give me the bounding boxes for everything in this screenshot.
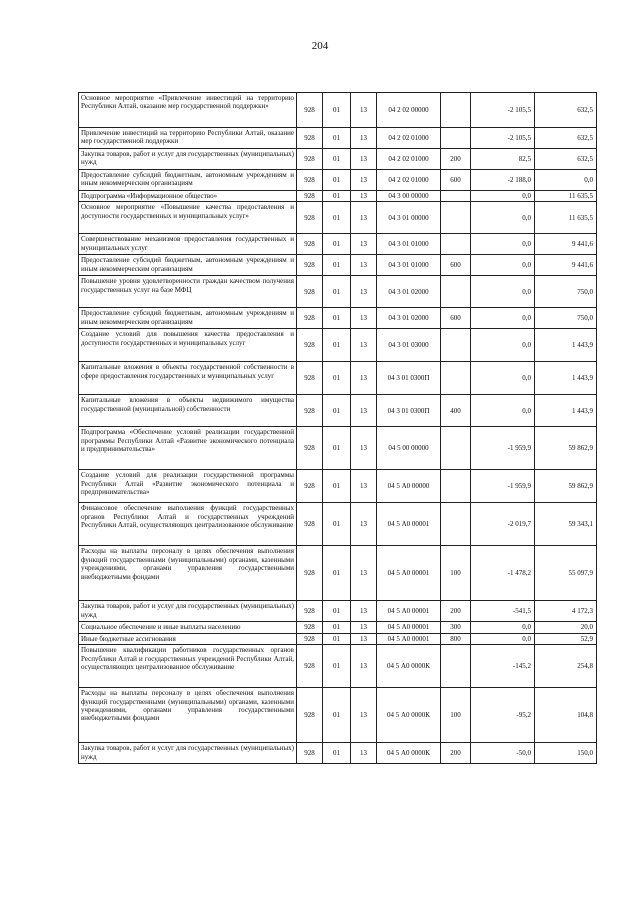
row-expense-type: 800 (441, 633, 471, 644)
row-section-code: 01 (323, 329, 351, 362)
row-section-code: 01 (323, 743, 351, 764)
row-name: Закупка товаров, работ и услуг для государственных (муниципальных) нужд (79, 601, 297, 622)
row-change-amount: -1 959,9 (471, 427, 535, 470)
row-total-amount: 750,0 (535, 308, 597, 329)
row-gr-code: 928 (297, 362, 323, 395)
row-gr-code: 928 (297, 93, 323, 128)
row-change-amount: 0,0 (471, 255, 535, 276)
row-expense-type (441, 503, 471, 546)
row-gr-code: 928 (297, 149, 323, 170)
row-expense-type (441, 470, 471, 503)
row-name: Предоставление субсидий бюджетным, автономным учреждениям и иным некоммерческим организациям (79, 308, 297, 329)
row-subsection-code: 13 (351, 633, 377, 644)
table-row (79, 308, 597, 329)
row-subsection-code: 13 (351, 395, 377, 427)
row-target-article: 04 3 01 03000 (377, 329, 441, 362)
row-gr-code: 928 (297, 308, 323, 329)
row-target-article: 04 5 А0 00001 (377, 601, 441, 622)
row-target-article: 04 5 А0 0000К (377, 688, 441, 743)
row-total-amount: 254,8 (535, 645, 597, 688)
row-expense-type: 200 (441, 149, 471, 170)
row-section-code: 01 (323, 633, 351, 644)
row-total-amount: 1 443,9 (535, 395, 597, 427)
row-change-amount: -145,2 (471, 645, 535, 688)
row-gr-code: 928 (297, 276, 323, 308)
row-expense-type (441, 427, 471, 470)
table-row (79, 546, 597, 601)
row-subsection-code: 13 (351, 308, 377, 329)
row-target-article: 04 3 01 0300П (377, 362, 441, 395)
table-row (79, 202, 597, 234)
row-expense-type (441, 329, 471, 362)
row-subsection-code: 13 (351, 503, 377, 546)
row-total-amount: 632,5 (535, 149, 597, 170)
row-expense-type: 200 (441, 601, 471, 622)
row-subsection-code: 13 (351, 622, 377, 633)
row-section-code: 01 (323, 546, 351, 601)
row-subsection-code: 13 (351, 170, 377, 191)
row-total-amount: 59 343,1 (535, 503, 597, 546)
row-target-article: 04 3 01 02000 (377, 308, 441, 329)
budget-table (78, 92, 597, 764)
table-row (79, 503, 597, 546)
row-change-amount: 0,0 (471, 234, 535, 255)
row-name: Повышение уровня удовлетворенности граждан качеством получения государственных услуг на базе МФЦ (79, 276, 297, 308)
row-change-amount: -2 105,5 (471, 128, 535, 149)
row-subsection-code: 13 (351, 743, 377, 764)
row-total-amount: 11 635,5 (535, 191, 597, 202)
row-gr-code: 928 (297, 255, 323, 276)
row-total-amount: 52,9 (535, 633, 597, 644)
row-change-amount: 0,0 (471, 329, 535, 362)
row-target-article: 04 2 02 01000 (377, 128, 441, 149)
row-section-code: 01 (323, 170, 351, 191)
row-total-amount: 150,0 (535, 743, 597, 764)
row-target-article: 04 3 01 0300П (377, 395, 441, 427)
row-section-code: 01 (323, 202, 351, 234)
table-row (79, 743, 597, 764)
row-target-article: 04 3 00 00000 (377, 191, 441, 202)
row-total-amount: 632,5 (535, 93, 597, 128)
row-name: Совершенствование механизмов предоставления государственных и муниципальных услуг (79, 234, 297, 255)
table-row (79, 601, 597, 622)
row-change-amount: 0,0 (471, 276, 535, 308)
row-name: Повышение квалификации работников государственных органов Республики Алтай и государственных учреждений Республики Алтай, осуществляющих централизованное обслуживание (79, 645, 297, 688)
row-name: Расходы на выплаты персоналу в целях обеспечения выполнения функций государственными (муниципальными) органами, казенными учреждениями, органами управления государственными внебюджетными фондами (79, 546, 297, 601)
row-change-amount: 0,0 (471, 191, 535, 202)
row-total-amount: 59 862,9 (535, 470, 597, 503)
row-section-code: 01 (323, 503, 351, 546)
row-expense-type (441, 202, 471, 234)
row-name: Расходы на выплаты персоналу в целях обеспечения выполнения функций государственными (муниципальными) органами, казенными учреждениями, органами управления государственными внебюджетными фондами (79, 688, 297, 743)
table-row (79, 93, 597, 128)
row-section-code: 01 (323, 470, 351, 503)
row-target-article: 04 5 А0 00001 (377, 633, 441, 644)
row-subsection-code: 13 (351, 546, 377, 601)
row-change-amount: -1 478,2 (471, 546, 535, 601)
row-gr-code: 928 (297, 688, 323, 743)
row-total-amount: 104,8 (535, 688, 597, 743)
row-expense-type: 100 (441, 546, 471, 601)
row-change-amount: 0,0 (471, 362, 535, 395)
row-gr-code: 928 (297, 395, 323, 427)
row-expense-type: 600 (441, 255, 471, 276)
row-total-amount: 750,0 (535, 276, 597, 308)
row-expense-type: 600 (441, 308, 471, 329)
row-expense-type: 100 (441, 688, 471, 743)
row-subsection-code: 13 (351, 601, 377, 622)
table-row (79, 234, 597, 255)
row-total-amount: 9 441,6 (535, 255, 597, 276)
row-section-code: 01 (323, 688, 351, 743)
row-subsection-code: 13 (351, 93, 377, 128)
row-target-article: 04 3 01 02000 (377, 276, 441, 308)
table-row (79, 191, 597, 202)
table-row (79, 688, 597, 743)
row-section-code: 01 (323, 308, 351, 329)
row-change-amount: 82,5 (471, 149, 535, 170)
row-target-article: 04 2 02 00000 (377, 93, 441, 128)
row-change-amount: 0,0 (471, 633, 535, 644)
row-total-amount: 11 635,5 (535, 202, 597, 234)
row-section-code: 01 (323, 234, 351, 255)
row-name: Закупка товаров, работ и услуг для государственных (муниципальных) нужд (79, 743, 297, 764)
row-name: Предоставление субсидий бюджетным, автономным учреждениям и иным некоммерческим организациям (79, 255, 297, 276)
row-expense-type: 400 (441, 395, 471, 427)
row-gr-code: 928 (297, 329, 323, 362)
table-row (79, 470, 597, 503)
row-section-code: 01 (323, 601, 351, 622)
row-section-code: 01 (323, 93, 351, 128)
row-gr-code: 928 (297, 191, 323, 202)
table-row (79, 633, 597, 644)
row-subsection-code: 13 (351, 202, 377, 234)
row-expense-type (441, 234, 471, 255)
table-row (79, 255, 597, 276)
row-expense-type: 600 (441, 170, 471, 191)
row-section-code: 01 (323, 191, 351, 202)
row-change-amount: 0,0 (471, 622, 535, 633)
row-name: Иные бюджетные ассигнования (79, 633, 297, 644)
row-target-article: 04 5 А0 00001 (377, 503, 441, 546)
row-change-amount: -541,5 (471, 601, 535, 622)
row-target-article: 04 2 02 01000 (377, 170, 441, 191)
row-section-code: 01 (323, 149, 351, 170)
row-change-amount: 0,0 (471, 202, 535, 234)
row-target-article: 04 2 02 01000 (377, 149, 441, 170)
row-name: Подпрограмма «Информационное общество» (79, 191, 297, 202)
row-total-amount: 59 862,9 (535, 427, 597, 470)
row-gr-code: 928 (297, 633, 323, 644)
row-gr-code: 928 (297, 234, 323, 255)
row-expense-type: 200 (441, 743, 471, 764)
row-expense-type (441, 128, 471, 149)
row-total-amount: 0,0 (535, 170, 597, 191)
row-subsection-code: 13 (351, 688, 377, 743)
row-section-code: 01 (323, 645, 351, 688)
table-row (79, 427, 597, 470)
row-expense-type (441, 93, 471, 128)
table-row (79, 645, 597, 688)
row-gr-code: 928 (297, 427, 323, 470)
table-row (79, 170, 597, 191)
row-name: Капитальные вложения в объекты государственной собственности в сфере предоставления государственных и муниципальных услуг (79, 362, 297, 395)
row-change-amount: -2 105,5 (471, 93, 535, 128)
row-total-amount: 20,0 (535, 622, 597, 633)
row-gr-code: 928 (297, 503, 323, 546)
row-name: Финансовое обеспечение выполнения функций государственных органов Республики Алтай и государственных учреждений Республики Алтай, осуществляющих централизованное обслуживание (79, 503, 297, 546)
row-section-code: 01 (323, 362, 351, 395)
row-target-article: 04 5 А0 00000 (377, 470, 441, 503)
row-gr-code: 928 (297, 743, 323, 764)
row-gr-code: 928 (297, 202, 323, 234)
table-row (79, 622, 597, 633)
row-change-amount: 0,0 (471, 308, 535, 329)
row-expense-type (441, 276, 471, 308)
row-target-article: 04 5 А0 00001 (377, 622, 441, 633)
row-name: Социальное обеспечение и иные выплаты населению (79, 622, 297, 633)
row-name: Создание условий для реализации государственной программы Республики Алтай «Развитие экономического потенциала и предпринимательства» (79, 470, 297, 503)
row-gr-code: 928 (297, 622, 323, 633)
row-expense-type: 300 (441, 622, 471, 633)
row-change-amount: 0,0 (471, 395, 535, 427)
row-name: Основное мероприятие «Повышение качества предоставления и доступности государственных и муниципальных услуг» (79, 202, 297, 234)
row-target-article: 04 5 А0 0000К (377, 645, 441, 688)
row-expense-type (441, 191, 471, 202)
table-row (79, 362, 597, 395)
row-total-amount: 55 097,9 (535, 546, 597, 601)
row-target-article: 04 5 00 00000 (377, 427, 441, 470)
table-row (79, 276, 597, 308)
row-target-article: 04 3 01 00000 (377, 202, 441, 234)
row-section-code: 01 (323, 395, 351, 427)
row-change-amount: -2 019,7 (471, 503, 535, 546)
row-target-article: 04 5 А0 0000К (377, 743, 441, 764)
row-total-amount: 4 172,3 (535, 601, 597, 622)
row-section-code: 01 (323, 276, 351, 308)
table-row (79, 329, 597, 362)
row-section-code: 01 (323, 128, 351, 149)
row-subsection-code: 13 (351, 470, 377, 503)
row-gr-code: 928 (297, 546, 323, 601)
row-change-amount: -95,2 (471, 688, 535, 743)
page-number: 204 (311, 40, 329, 52)
row-total-amount: 1 443,9 (535, 362, 597, 395)
row-subsection-code: 13 (351, 149, 377, 170)
row-section-code: 01 (323, 622, 351, 633)
row-target-article: 04 3 01 01000 (377, 255, 441, 276)
row-target-article: 04 3 01 01000 (377, 234, 441, 255)
row-expense-type (441, 362, 471, 395)
row-gr-code: 928 (297, 470, 323, 503)
row-subsection-code: 13 (351, 234, 377, 255)
row-gr-code: 928 (297, 128, 323, 149)
row-subsection-code: 13 (351, 645, 377, 688)
table-row (79, 149, 597, 170)
row-subsection-code: 13 (351, 255, 377, 276)
table-row (79, 128, 597, 149)
row-expense-type (441, 645, 471, 688)
table-body (79, 93, 597, 764)
row-total-amount: 9 441,6 (535, 234, 597, 255)
row-change-amount: -1 959,9 (471, 470, 535, 503)
row-gr-code: 928 (297, 601, 323, 622)
row-change-amount: -50,0 (471, 743, 535, 764)
row-name: Создание условий для повышения качества предоставления и доступности государственных и муниципальных услуг (79, 329, 297, 362)
row-section-code: 01 (323, 255, 351, 276)
row-gr-code: 928 (297, 170, 323, 191)
row-name: Капитальные вложения в объекты недвижимого имущества государственной (муниципальной) собственности (79, 395, 297, 427)
row-name: Основное мероприятие «Привлечение инвестиций на территорию Республики Алтай, оказание мер государственной поддержки» (79, 93, 297, 128)
row-subsection-code: 13 (351, 128, 377, 149)
row-total-amount: 632,5 (535, 128, 597, 149)
row-subsection-code: 13 (351, 191, 377, 202)
row-target-article: 04 5 А0 00001 (377, 546, 441, 601)
row-subsection-code: 13 (351, 329, 377, 362)
table-row (79, 395, 597, 427)
row-change-amount: -2 188,0 (471, 170, 535, 191)
row-gr-code: 928 (297, 645, 323, 688)
row-subsection-code: 13 (351, 362, 377, 395)
row-subsection-code: 13 (351, 427, 377, 470)
row-name: Предоставление субсидий бюджетным, автономным учреждениям и иным некоммерческим организациям (79, 170, 297, 191)
row-total-amount: 1 443,9 (535, 329, 597, 362)
row-name: Закупка товаров, работ и услуг для государственных (муниципальных) нужд (79, 149, 297, 170)
row-name: Привлечение инвестиций на территорию Республики Алтай, оказание мер государственной поддержки (79, 128, 297, 149)
row-subsection-code: 13 (351, 276, 377, 308)
row-name: Подпрограмма «Обеспечение условий реализации государственной программы Республики Алтай «Развитие экономического потенциала и предпринимательства» (79, 427, 297, 470)
row-section-code: 01 (323, 427, 351, 470)
